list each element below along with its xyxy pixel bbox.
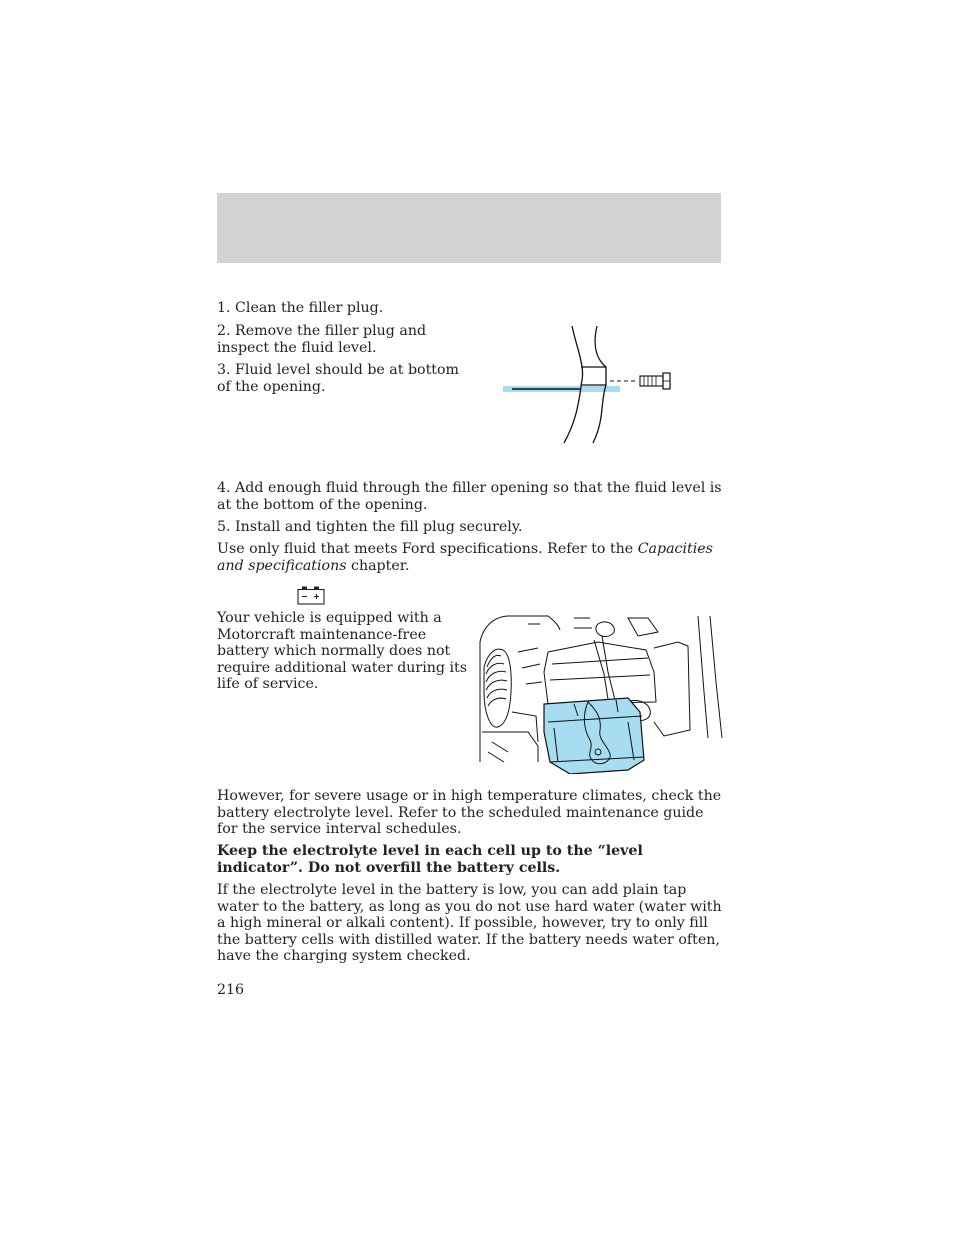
page-number: 216: [217, 982, 245, 998]
severe-usage-note: However, for severe usage or in high temperature climates, check the battery electrolyte level. Refer to the scheduled maintenance guide for the service interval schedules.: [217, 788, 722, 837]
step-5: 5. Install and tighten the fill plug securely.: [217, 519, 523, 535]
spec-note-text: Use only fluid that meets Ford specifications. Refer to the: [217, 541, 638, 557]
low-electrolyte-instructions: If the electrolyte level in the battery is low, you can add plain tap water to the battery, as long as you do not use hard water (water with a high mineral or alkali content). If possible, however, try to only fill the battery cells with distilled water. If the battery needs water often, have the charging system checked.: [217, 882, 722, 964]
battery-icon: [297, 586, 325, 605]
spec-note-end: chapter.: [346, 557, 410, 574]
engine-compartment-battery-illustration: [478, 612, 724, 774]
electrolyte-warning: Keep the electrolyte level in each cell up to the “level indicator”. Do not overfill the battery cells.: [217, 843, 643, 876]
section-header-band: [217, 193, 721, 263]
step-1: 1. Clean the filler plug.: [217, 300, 384, 316]
step-2: 2. Remove the filler plug and inspect the fluid level.: [217, 323, 427, 356]
step-3: 3. Fluid level should be at bottom of the opening.: [217, 362, 459, 395]
battery-intro: Your vehicle is equipped with a Motorcraft maintenance-free battery which normally does not require additional water during its life of service.: [217, 610, 467, 692]
spec-note: [217, 541, 722, 574]
filler-plug-diagram: [500, 323, 680, 445]
step-4: 4. Add enough fluid through the filler opening so that the fluid level is at the bottom of the opening.: [217, 480, 722, 513]
capacities-reference: Capacities and specifications: [217, 541, 713, 574]
